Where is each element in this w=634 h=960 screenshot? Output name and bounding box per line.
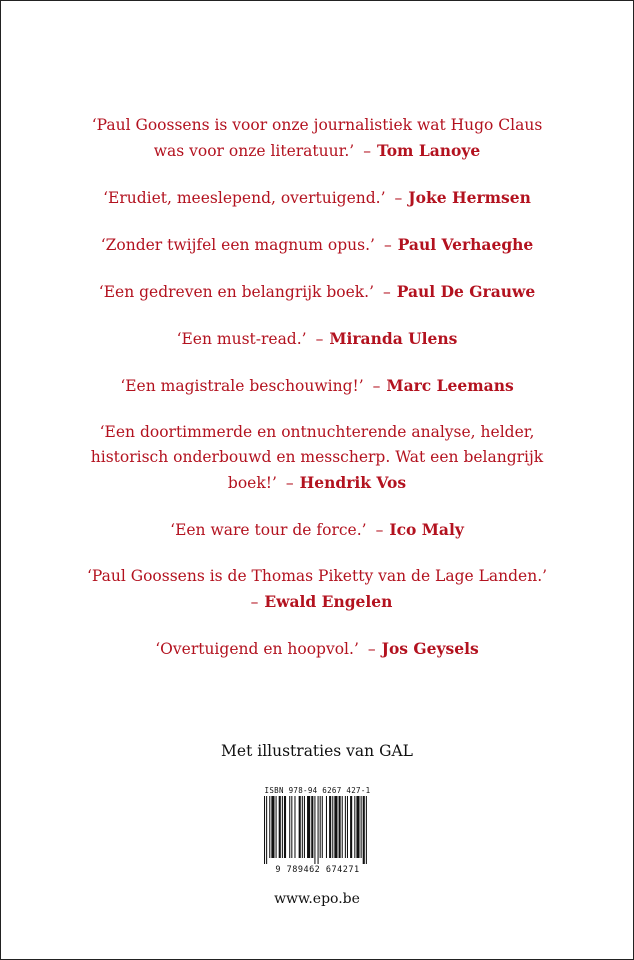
quote-dash: –	[250, 593, 259, 611]
quote-author: Miranda Ulens	[329, 329, 458, 348]
quote-dash: –	[383, 283, 391, 301]
isbn-barcode	[262, 786, 373, 878]
quote-text: ‘Zonder twijfel een magnum opus.’	[100, 236, 375, 254]
barcode-digits: 9 789462 674271	[275, 865, 360, 875]
illustrations-credit: Met illustraties van GAL	[221, 742, 413, 760]
barcode-bar	[311, 796, 313, 858]
quote-text: ‘Een doortimmerde en ontnuchterende analyse, helder,	[99, 423, 535, 441]
barcode-bar	[269, 796, 270, 858]
barcode-bar	[276, 796, 277, 858]
barcode-bar	[291, 796, 292, 858]
barcode-bar	[339, 796, 341, 858]
barcode-bar	[271, 796, 274, 858]
barcode-bar	[329, 796, 331, 858]
quote-text: was voor onze literatuur.’	[153, 142, 355, 160]
quote-text: ‘Paul Goossens is de Thomas Piketty van de Lage Landen.’	[86, 567, 548, 585]
barcode-bar	[322, 796, 323, 858]
blurb-quote	[40, 373, 594, 399]
blurb-quote	[40, 279, 594, 305]
quote-dash: –	[367, 640, 376, 658]
barcode-bar	[350, 796, 352, 858]
barcode-bar	[347, 796, 348, 858]
isbn-label: ISBN 978-94 6267 427-1	[264, 786, 371, 795]
barcode-bar	[304, 796, 305, 858]
quote-author: Ico Maly	[389, 520, 464, 539]
barcode-bar	[354, 796, 355, 858]
quote-text: ‘Een gedreven en belangrijk boek.’	[98, 283, 374, 301]
barcode-bar	[282, 796, 283, 858]
quote-text: ‘Een ware tour de force.’	[170, 521, 367, 539]
barcode-bar	[302, 796, 303, 858]
publisher-website: www.epo.be	[274, 891, 360, 907]
barcode-bar	[307, 796, 310, 858]
blurb-quote	[40, 420, 594, 496]
blurb-quote	[40, 326, 594, 352]
quote-author: Joke Hermsen	[408, 188, 531, 207]
blurb-quote	[40, 185, 594, 211]
quote-text: ‘Een must-read.’	[176, 330, 307, 348]
barcode-bar	[334, 796, 337, 858]
quote-dash: –	[383, 236, 392, 254]
quote-author: Tom Lanoye	[376, 141, 481, 160]
quote-dash: –	[394, 189, 403, 207]
barcode-bar	[363, 796, 365, 864]
barcode-bar	[294, 796, 295, 858]
barcode-bar	[289, 796, 290, 858]
blurb-quote	[40, 636, 594, 662]
quote-dash: –	[372, 377, 381, 395]
barcode-bar	[284, 796, 286, 858]
quote-author: Paul Verhaeghe	[397, 235, 534, 254]
barcode-bar	[314, 796, 315, 864]
blurb-quote	[40, 232, 594, 258]
barcode-bar	[361, 796, 362, 858]
barcode-bar	[264, 796, 265, 864]
barcode-bar	[266, 796, 267, 864]
blurbs-section	[40, 113, 594, 662]
blurb-quote	[40, 113, 594, 164]
quote-text: ‘Een magistrale beschouwing!’	[120, 377, 364, 395]
quote-dash: –	[315, 330, 324, 348]
barcode-bar	[356, 796, 359, 858]
barcode-bar	[342, 796, 343, 858]
barcode-bar	[299, 796, 301, 858]
barcode-bar	[332, 796, 333, 858]
barcode-bar	[320, 796, 321, 858]
barcode-bar	[366, 796, 367, 864]
quote-text: ‘Overtuigend en hoopvol.’	[155, 640, 359, 658]
quote-dash: –	[285, 474, 294, 492]
quote-text: historisch onderbouwd en messcherp. Wat een belangrijk	[90, 448, 544, 466]
blurb-quote	[40, 564, 594, 615]
quote-author: Paul De Grauwe	[396, 282, 536, 301]
barcode-bar	[326, 796, 327, 858]
barcode-bars	[262, 796, 373, 864]
quote-author: Marc Leemans	[386, 376, 514, 395]
quote-text: boek!’	[227, 474, 277, 492]
quote-author: Ewald Engelen	[264, 592, 393, 611]
quote-text: ‘Erudiet, meeslepend, overtuigend.’	[103, 189, 386, 207]
barcode-bar	[279, 796, 281, 858]
barcode-bar	[318, 796, 319, 864]
quote-dash: –	[363, 142, 371, 160]
quote-text: ‘Paul Goossens is voor onze journalistiek wat Hugo Claus	[91, 116, 543, 134]
quote-dash: –	[375, 521, 384, 539]
blurb-quote	[40, 517, 594, 543]
quote-author: Hendrik Vos	[299, 473, 407, 492]
barcode-bar	[345, 796, 346, 858]
quote-author: Jos Geysels	[381, 639, 479, 658]
